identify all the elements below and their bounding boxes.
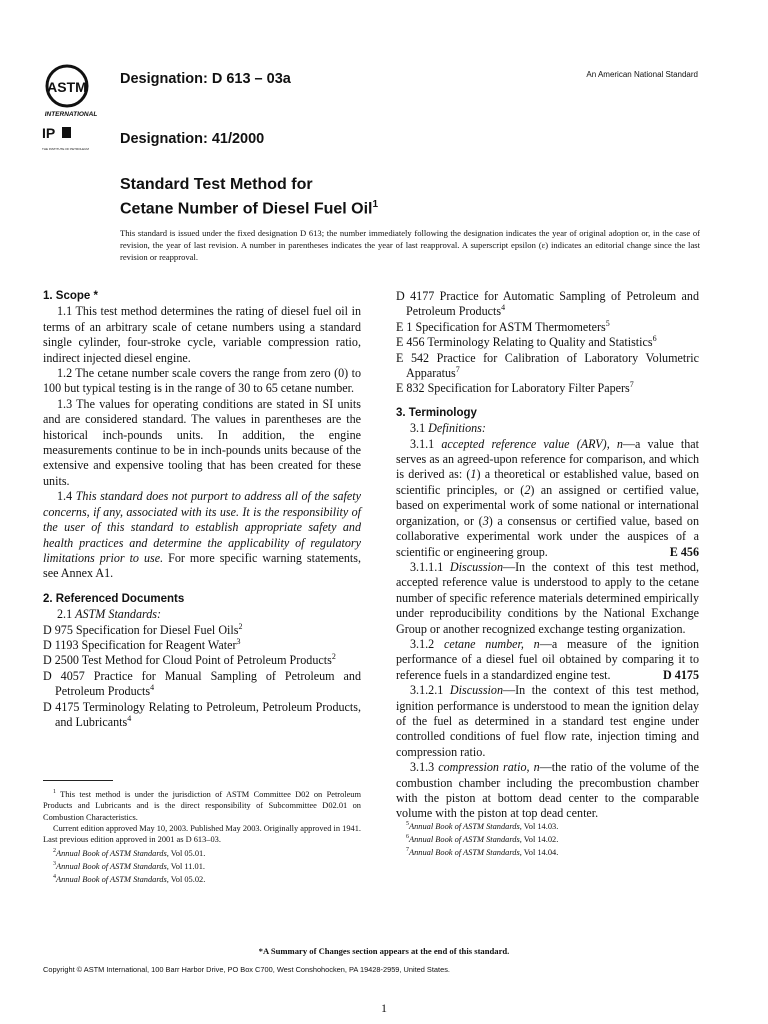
footnote-volume: , Vol 14.03.	[519, 821, 559, 831]
footnote-mark: 4	[53, 874, 56, 881]
section-1-4-number: 1.4	[57, 489, 76, 504]
footnote-mark: 4	[127, 713, 132, 723]
title-line-2-text: Cetane Number of Diesel Fuel Oil	[120, 200, 373, 218]
scope-heading: 1. Scope *	[43, 290, 98, 302]
section-number: 3.1.2.1	[410, 683, 450, 698]
reference-text: E 542 Practice for Calibration of Laboratory Volumetric Apparatus	[396, 350, 699, 381]
definition-text: ) a consensus or certified value, based on collaborative experimental work under the auspices of a scientific or engineering group.	[396, 513, 699, 559]
footnote-mark: 5	[406, 821, 409, 827]
footnote-book-title: Annual Book of ASTM Standards	[56, 848, 167, 858]
section-3-1-3	[396, 760, 699, 822]
section-1-2: 1.2 The cetane number scale covers the range from zero (0) to 100 but typical testing is in the range of 30 to 65 cetane number.	[43, 366, 361, 396]
footnote-2	[43, 846, 361, 859]
section-1-4-tail: For more specific warning statements, see Annex A1.	[43, 550, 362, 581]
section-number: 3.1.1.1	[410, 559, 450, 574]
section-1-3: 1.3 The values for operating conditions are stated in SI units and are considered standard. The values in parentheses are the historical inch-pounds units. In addition, the engine measurements continue to be in inch-pounds units because of the extensive and expensive tooling that has been created for these units.	[43, 396, 361, 488]
footnote-rule	[43, 780, 113, 781]
definition-text: —a value that serves as an agreed-upon reference for comparison, and which is derived as: (	[396, 436, 699, 482]
intro-paragraph: This standard is issued under the fixed designation D 613; the number immediately following the designation indicates the year of original adoption or, in the case of revision, the year of last revision. A number in parentheses indicates the year of last reapproval. A superscript epsilon (ε) indicates an editorial change since the last revision or reapproval.	[120, 228, 700, 262]
left-column	[43, 289, 361, 730]
reference-e456	[396, 335, 699, 350]
footnote-7	[396, 845, 699, 858]
discussion-text: —In the context of this test method, accepted reference value is understood to apply to the cetane number of specific reference materials determined empirically under reproducibility conditions by the National Exchange Group or another recognized exchange testing organization.	[396, 559, 700, 636]
list-marker: 2	[524, 482, 531, 497]
footnote-book-title: Annual Book of ASTM Standards	[56, 861, 167, 871]
footnote-book-title: Annual Book of ASTM Standards	[409, 821, 520, 831]
ip-logo	[42, 124, 89, 158]
copyright-notice: Copyright © ASTM International, 100 Barr Harbor Drive, PO Box C700, West Conshohocken, PA 19428-2959, United States.	[43, 965, 450, 974]
reference-d1193	[43, 638, 361, 653]
source-reference: D 4175	[663, 667, 699, 682]
section-2-1	[43, 607, 361, 622]
list-marker: 3	[482, 513, 489, 528]
definition-text: ) a theoretical or established value, based on scientific principles, or (	[396, 467, 699, 497]
reference-e542	[396, 351, 699, 382]
footnote-6	[396, 832, 699, 845]
section-3-1-1	[396, 437, 699, 560]
astm-logo	[37, 62, 109, 120]
footnote-mark: 4	[501, 303, 506, 313]
reference-text: D 4175 Terminology Relating to Petroleum, Petroleum Products, and Lubricants	[43, 699, 361, 729]
referenced-documents-heading: 2. Referenced Documents	[43, 592, 185, 605]
footnote-volume: , Vol 05.02.	[166, 875, 206, 885]
national-standard-label: An American National Standard	[586, 70, 698, 79]
footnote-mark: 2	[331, 652, 336, 662]
page-number: 1	[381, 1001, 387, 1015]
reference-text: D 2500 Test Method for Cloud Point of Petroleum Products	[43, 653, 332, 668]
footnote-1-edition: Current edition approved May 10, 2003. Published May 2003. Originally approved in 1941. Last previous edition approved in 2001 as D 613–03.	[43, 824, 361, 845]
section-3-1-2	[396, 637, 699, 683]
footnote-mark: 2	[53, 847, 56, 854]
footnote-mark: 7	[406, 847, 409, 854]
footnote-volume: , Vol 05.01.	[166, 848, 206, 858]
section-2-1-number: 2.1	[57, 607, 76, 622]
astm-logo-text: ASTM	[47, 79, 87, 95]
footnote-volume: , Vol 14.04.	[519, 848, 559, 858]
definition-text: ) an assigned or certified value, based on experimental work of some national or international organization, or (	[396, 482, 700, 528]
footnote-5	[396, 819, 699, 832]
footnote-mark: 7	[629, 380, 634, 390]
footnote-mark: 2	[238, 621, 243, 631]
section-number: 3.1.1	[410, 436, 442, 451]
section-number: 3.1.3	[410, 760, 439, 775]
right-column	[396, 289, 699, 822]
reference-text: D 1193 Specification for Reagent Water	[43, 637, 237, 652]
defined-term: compression ratio, n	[438, 760, 540, 775]
section-3-1	[396, 421, 699, 436]
section-2-1-label: ASTM Standards:	[75, 607, 162, 622]
footnote-mark: 1	[53, 789, 56, 795]
terminology-heading: 3. Terminology	[396, 406, 477, 419]
reference-text: E 456 Terminology Relating to Quality and Statistics	[396, 335, 653, 350]
definition-text: —the ratio of the volume of the combustion chamber including the precombustion chamber with the piston at bottom dead center to the comparable volume with the piston at top dead center.	[396, 760, 699, 821]
astm-logo-subtext: INTERNATIONAL	[44, 111, 98, 118]
reference-text: D 975 Specification for Diesel Fuel Oils	[43, 622, 239, 637]
designation-astm: Designation: D 613 – 03a	[120, 71, 291, 87]
section-number: 3.1.2	[410, 636, 444, 651]
footnote-volume: , Vol 11.01.	[166, 861, 205, 871]
reference-text: E 832 Specification for Laboratory Filter Papers	[396, 381, 630, 396]
reference-d4175	[43, 700, 361, 731]
footnotes-right	[396, 819, 699, 859]
reference-text: E 1 Specification for ASTM Thermometers	[396, 319, 606, 334]
reference-e1	[396, 320, 699, 335]
section-1-4	[43, 489, 361, 581]
reference-d4177	[396, 289, 699, 320]
section-3-1-1-1	[396, 560, 699, 637]
footnote-3	[43, 859, 361, 872]
discussion-text: —In the context of this test method, ignition performance is understood to mean the ignition delay of the fuel as determined in a standard test engine under controlled conditions of fuel flow rate, injection timing and compression ratio.	[396, 683, 700, 759]
section-1-1: 1.1 This test method determines the rating of diesel fuel oil in terms of an arbitrary scale of cetane numbers using a standard single cylinder, four-stroke cycle, variable compression ratio, indirect injected diesel engine.	[43, 304, 361, 365]
section-3-1-label: Definitions:	[428, 421, 486, 436]
defined-term: accepted reference value (ARV), n	[441, 436, 623, 451]
section-3-1-2-1	[396, 683, 699, 760]
discussion-label: Discussion	[449, 559, 503, 574]
footnote-1	[43, 787, 361, 823]
title-line-2	[120, 195, 378, 219]
title-line-1: Standard Test Method for	[120, 176, 313, 193]
footnotes-left	[43, 780, 361, 885]
source-reference: E 456	[669, 544, 699, 559]
summary-of-changes-note: *A Summary of Changes section appears at the end of this standard.	[258, 946, 510, 956]
discussion-label: Discussion	[449, 683, 503, 698]
reference-d975	[43, 623, 361, 638]
reference-text: D 4177 Practice for Automatic Sampling of Petroleum and Petroleum Products	[396, 289, 699, 319]
reference-e832	[396, 381, 699, 396]
section-3-1-number: 3.1	[410, 421, 429, 436]
reference-d4057	[43, 669, 361, 700]
footnote-book-title: Annual Book of ASTM Standards	[56, 875, 167, 885]
title-footnote-mark: 1	[372, 199, 379, 210]
reference-text: D 4057 Practice for Manual Sampling of Petroleum and Petroleum Products	[43, 668, 361, 699]
designation-ip: Designation: 41/2000	[120, 131, 265, 147]
definition-text: —a measure of the ignition performance of a diesel fuel oil obtained by comparing it to reference fuels in a standardized engine test.	[396, 636, 699, 682]
list-marker: 1	[470, 467, 477, 482]
footnote-volume: , Vol 14.02.	[519, 835, 559, 844]
footnote-mark: 7	[455, 365, 460, 374]
defined-term: cetane number, n	[443, 636, 540, 651]
footnote-book-title: Annual Book of ASTM Standards	[409, 835, 520, 844]
footnote-mark: 6	[406, 834, 409, 841]
footnote-book-title: Annual Book of ASTM Standards	[409, 848, 520, 858]
footnote-mark: 3	[236, 636, 241, 646]
document-title	[120, 175, 378, 219]
section-1-4-italic: This standard does not purport to address all of the safety concerns, if any, associated with its use. It is the responsibility of the user of this standard to establish appropriate safety and health practices and determine the applicability of regulatory limitations prior to use.	[43, 489, 361, 565]
footnote-text: This test method is under the jurisdiction of ASTM Committee D02 on Petroleum Products and Lubricants and is the direct responsibility of Subcommittee D02.01 on Combustion Characteristics.	[43, 789, 361, 822]
footnote-4	[43, 872, 361, 885]
footnote-mark: 6	[652, 334, 657, 344]
ip-logo-subtext: THE INSTITUTE OF PETROLEUM	[42, 147, 89, 151]
footnote-mark: 4	[150, 683, 155, 693]
footnote-mark: 5	[605, 318, 610, 328]
reference-d2500	[43, 653, 361, 668]
ip-logo-text: IP	[42, 125, 56, 141]
footnote-mark: 3	[53, 861, 56, 868]
